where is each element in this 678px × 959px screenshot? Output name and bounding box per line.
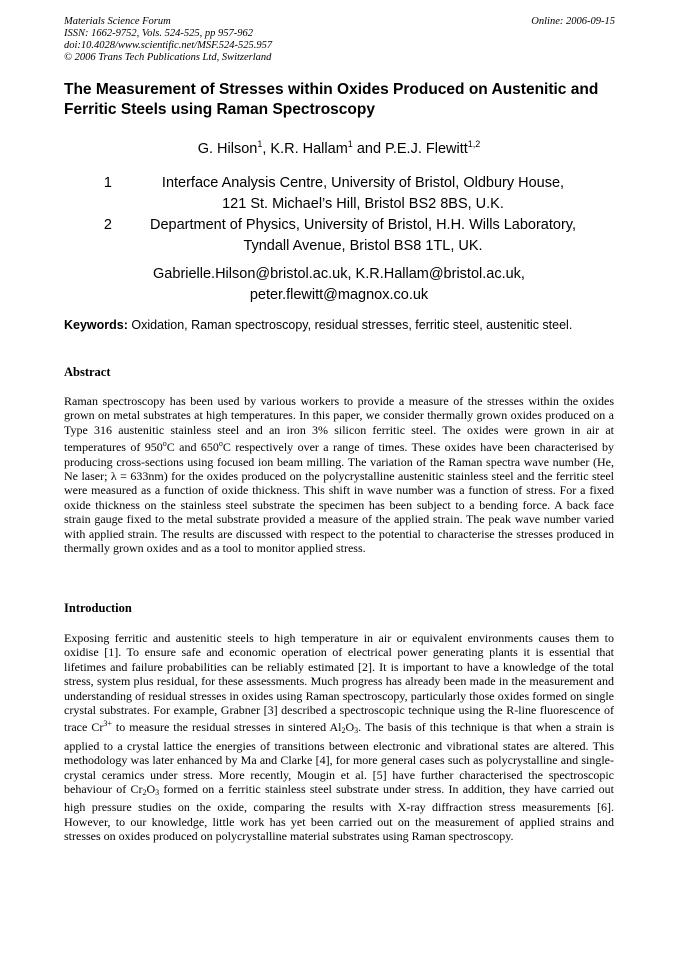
degree-sup: o — [218, 439, 223, 449]
abstract-text — [64, 394, 614, 555]
journal-name: Materials Science Forum — [64, 16, 171, 27]
affiliation-number: 1 — [103, 175, 112, 191]
affiliation-1 — [64, 173, 614, 215]
author-3-affil: 1,2 — [467, 139, 481, 149]
abstract-part: C respectively over a range of times. These oxides have been characterised by producing cross-sections using focused ion beam milling. The variation of the Raman spectra wave number (He, Ne laser; λ = 633nm) for the oxides produced on the polycrystalline austenitic stainless steel and the ferritic steel were measured as a function of oxide thickness. This shift in wave number was a function of stress. For a fixed oxide thickness on the stainless steel substrate the specimen has been subject to a bending force. A back face strain gauge fixed to the metal substrate provided a measure of the applied strain. The peak wave number varied with applied strain. The results are discussed with respect to the potential to characterise the stresses produced in thermally grown oxides and as a tool to monitor applied stress. — [64, 440, 614, 556]
keywords — [64, 317, 614, 333]
formula-sub: 2 — [142, 788, 147, 798]
author-sep: , — [262, 140, 271, 157]
affiliation-number: 2 — [103, 217, 112, 233]
abstract-part: Raman spectroscopy has been used by various workers to provide a measure of the stresses within the oxides grown on metal substrates at high temperatures. In this paper, we consider thermally grown oxides produced on a Type 316 austenitic stainless steel and an iron 3% silicon ferritic steel. The oxides were grown in air at temperatures of 950 — [64, 394, 614, 455]
intro-part: O — [345, 720, 355, 735]
author-1: G. Hilson — [197, 140, 258, 157]
intro-part: O — [146, 782, 156, 797]
email-line[interactable]: Gabrielle.Hilson@bristol.ac.uk, K.R.Hallam@bristol.ac.uk, — [153, 266, 525, 282]
author-3: P.E.J. Flewitt — [385, 140, 468, 157]
journal-header — [64, 16, 272, 64]
abstract-heading: Abstract — [64, 365, 111, 379]
affiliation-2 — [64, 215, 614, 257]
affiliation-line: Tyndall Avenue, Bristol BS8 1TL, UK. — [243, 238, 483, 254]
charge-sup: 3+ — [103, 719, 112, 729]
intro-part: formed on a ferritic stainless steel substrate under stress. In addition, they have carried out high pressure studies on the oxide, comparing the results with X-ray diffraction stress measurements [6]. However, to our knowledge, little work has yet been carried out on the measurement of applied strains and stresses on oxides produced on polycrystalline material substrates using Raman spectroscopy. — [64, 782, 614, 844]
intro-part: Exposing ferritic and austenitic steels to high temperature in air or equivalent environments causes them to oxidise [1]. To ensure safe and economic operation of electrical power generating plants it is essential that lifetimes and failure probabilities can be reliably estimated [2]. It is important to have a knowledge of the total stress, system plus residual, for these assessments. Much progress has already been made in the measurement and understanding of residual stresses in oxides using Raman spectroscopy, particularly those oxides formed on single crystal substrates. For example, Grabner [3] described a spectroscopic technique using the R-line fluorescence of trace Cr — [64, 631, 614, 735]
online-date: Online: 2006-09-15 — [531, 16, 615, 27]
intro-part: to measure the residual stresses in sintered Al — [111, 720, 342, 735]
author-sep: and — [352, 140, 386, 157]
introduction-text — [64, 631, 614, 844]
affiliation-line: Department of Physics, University of Bristol, H.H. Wills Laboratory, — [150, 217, 576, 233]
author-list — [64, 134, 614, 159]
degree-sup: o — [162, 439, 167, 449]
author-1-affil: 1 — [257, 139, 263, 149]
author-2-affil: 1 — [347, 139, 353, 149]
introduction-heading: Introduction — [64, 601, 132, 615]
author-2: K.R. Hallam — [270, 140, 348, 157]
formula-sub: 3 — [354, 726, 359, 736]
affiliation-line: Interface Analysis Centre, University of Bristol, Oldbury House, — [161, 175, 565, 191]
doi[interactable]: doi:10.4028/www.scientific.net/MSF.524-525.957 — [64, 40, 273, 51]
abstract-part: C and 650 — [166, 440, 219, 455]
keywords-text: Oxidation, Raman spectroscopy, residual stresses, ferritic steel, austenitic steel. — [127, 318, 573, 332]
formula-sub: 2 — [341, 726, 346, 736]
affiliation-line: 121 St. Michael’s Hill, Bristol BS2 8BS, U.K. — [222, 196, 504, 212]
copyright: © 2006 Trans Tech Publications Ltd, Switzerland — [64, 52, 272, 63]
intro-part: . The basis of this technique is that when a strain is applied to a crystal lattice the energies of transitions between electronic and vibrational states are altered. This methodology was later enhanced by Ma and Clarke [4], for more general cases such as polycrystalline and single-crystal ceramics under stress. More recently, Mougin et al. [5] have further characterised the spectroscopic behaviour of Cr — [64, 720, 615, 797]
paper-title: The Measurement of Stresses within Oxides Produced on Austenitic and Ferritic Steels using Raman Spectroscopy — [64, 81, 599, 118]
formula-sub: 3 — [155, 788, 160, 798]
author-emails — [64, 264, 614, 306]
keywords-label: Keywords: — [64, 318, 128, 332]
issn: ISSN: 1662-9752, Vols. 524-525, pp 957-962 — [64, 28, 253, 39]
email-line[interactable]: peter.flewitt@magnox.co.uk — [249, 287, 429, 303]
